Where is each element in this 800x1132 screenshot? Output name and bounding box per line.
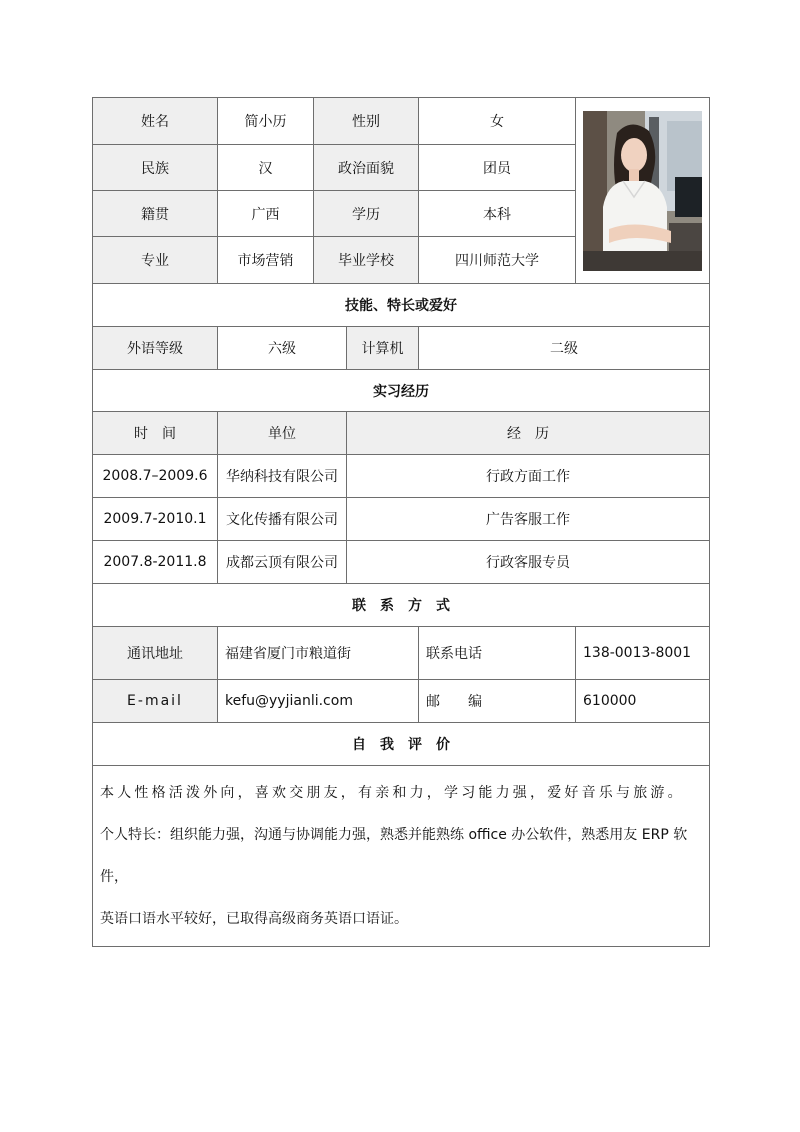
ethnicity-value: 汉 (218, 145, 314, 191)
row-name (93, 98, 710, 145)
hometown-value: 广西 (218, 191, 314, 237)
self-eval-line: 英语口语水平较好，已取得高级商务英语口语证。 (100, 911, 408, 927)
name-value: 简小历 (218, 98, 314, 145)
gender-label: 性别 (314, 98, 419, 145)
phone-value: 138-0013-8001 (576, 627, 710, 680)
photo-cell (576, 98, 710, 284)
contact-title: 联 系 方 式 (93, 584, 710, 627)
col-header-time: 时 间 (93, 412, 218, 455)
address-value: 福建省厦门市粮道街 (218, 627, 419, 680)
table-row (93, 455, 710, 498)
row-address (93, 627, 710, 680)
table-row (93, 498, 710, 541)
name-label: 姓名 (93, 98, 218, 145)
row-skills (93, 327, 710, 370)
self-eval-line: 个人特长：组织能力强，沟通与协调能力强，熟悉并能熟练 office 办公软件，熟悉用友 ERP 软件， (100, 827, 688, 885)
gender-value: 女 (419, 98, 576, 145)
address-label: 通讯地址 (93, 627, 218, 680)
postal-label: 邮 编 (419, 680, 576, 723)
internship-company: 文化传播有限公司 (218, 498, 347, 541)
internship-title: 实习经历 (93, 370, 710, 412)
major-value: 市场营销 (218, 237, 314, 284)
internship-experience: 广告客服工作 (347, 498, 710, 541)
self-eval-line: 本人性格活泼外向，喜欢交朋友，有亲和力，学习能力强，爱好音乐与旅游。 (100, 785, 685, 801)
phone-label: 联系电话 (419, 627, 576, 680)
email-label: E-mail (93, 680, 218, 723)
internship-header-row (93, 412, 710, 455)
political-label: 政治面貌 (314, 145, 419, 191)
language-label: 外语等级 (93, 327, 218, 370)
portrait-image (583, 111, 702, 271)
internship-time: 2009.7-2010.1 (93, 498, 218, 541)
language-value: 六级 (218, 327, 347, 370)
profile-photo (583, 111, 702, 271)
education-value: 本科 (419, 191, 576, 237)
self-eval-text (93, 766, 710, 947)
col-header-experience: 经 历 (347, 412, 710, 455)
internship-time: 2008.7–2009.6 (93, 455, 218, 498)
hometown-label: 籍贯 (93, 191, 218, 237)
col-header-company: 单位 (218, 412, 347, 455)
internship-experience: 行政方面工作 (347, 455, 710, 498)
internship-company: 成都云顶有限公司 (218, 541, 347, 584)
self-eval-title: 自 我 评 价 (93, 723, 710, 766)
political-value: 团员 (419, 145, 576, 191)
internship-time: 2007.8-2011.8 (93, 541, 218, 584)
row-email (93, 680, 710, 723)
ethnicity-label: 民族 (93, 145, 218, 191)
skills-title: 技能、特长或爱好 (93, 284, 710, 327)
computer-value: 二级 (419, 327, 710, 370)
education-label: 学历 (314, 191, 419, 237)
resume-table (92, 97, 709, 947)
internship-company: 华纳科技有限公司 (218, 455, 347, 498)
major-label: 专业 (93, 237, 218, 284)
postal-value: 610000 (576, 680, 710, 723)
school-value: 四川师范大学 (419, 237, 576, 284)
email-value: kefu@yyjianli.com (218, 680, 419, 723)
table-row (93, 541, 710, 584)
internship-experience: 行政客服专员 (347, 541, 710, 584)
school-label: 毕业学校 (314, 237, 419, 284)
computer-label: 计算机 (347, 327, 419, 370)
